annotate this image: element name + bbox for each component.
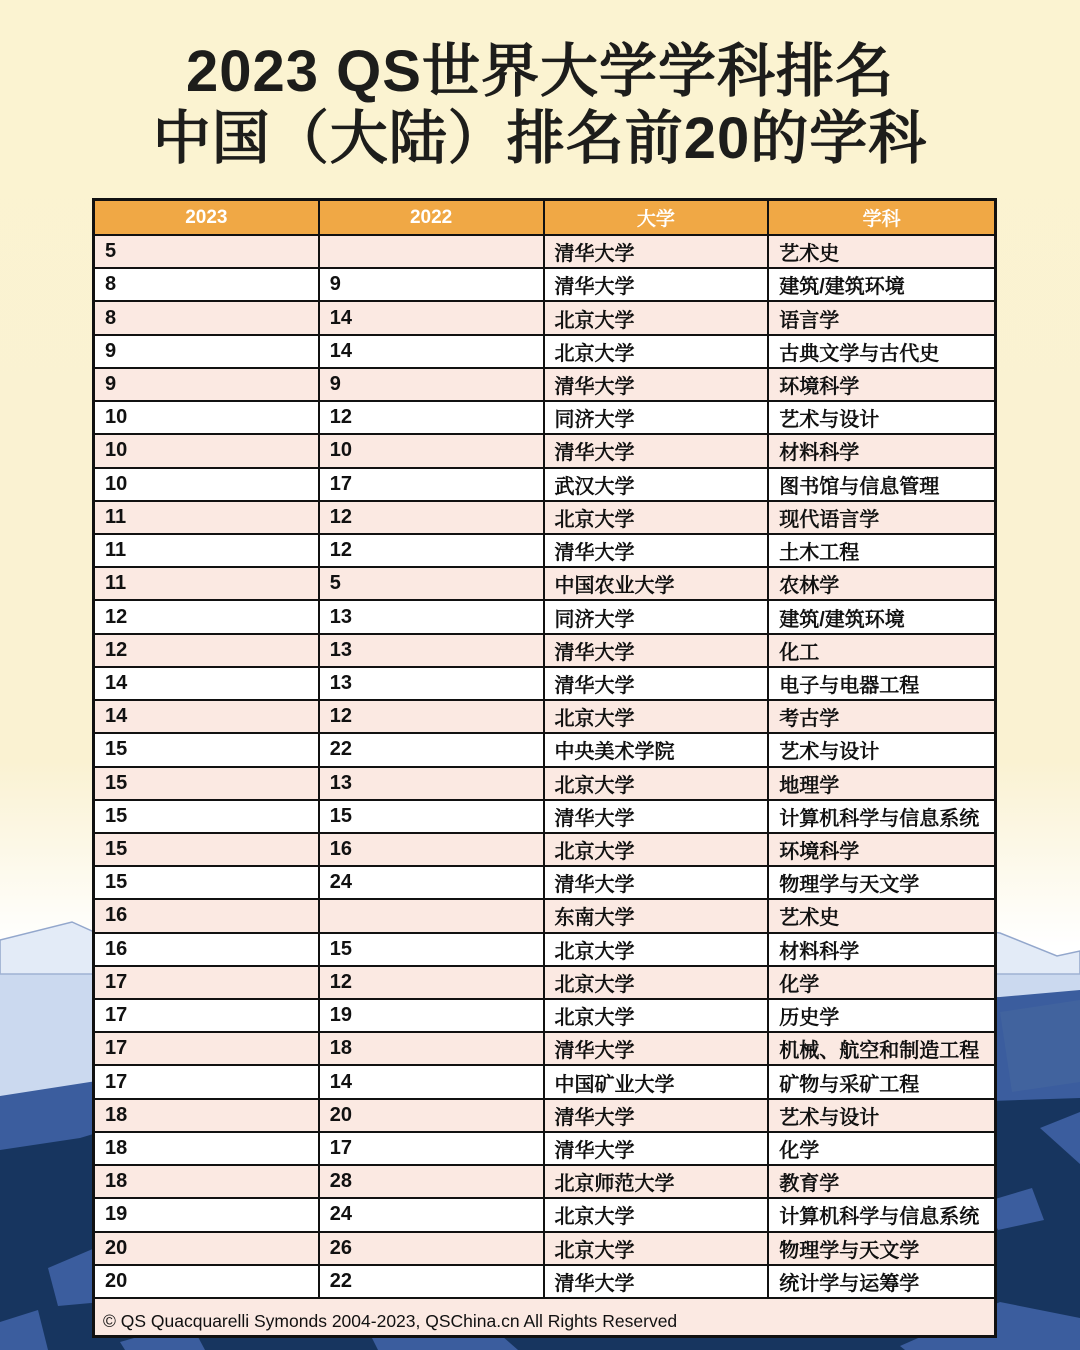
subject-cell: 教育学 — [779, 1173, 840, 1196]
table-row — [95, 300, 994, 333]
university-cell: 北京师范大学 — [545, 1166, 770, 1197]
rank-2023-cell: 8 — [95, 302, 320, 333]
rank-2023-cell: 16 — [95, 934, 320, 965]
rank-2022-cell: 9 — [320, 269, 545, 300]
rank-2022-cell: 12 — [320, 701, 545, 732]
subject-cell: 电子与电器工程 — [779, 674, 920, 697]
table-row — [95, 666, 994, 699]
rank-2023-cell: 18 — [95, 1166, 320, 1197]
subject-cell: 考古学 — [779, 708, 840, 731]
subject-cell: 历史学 — [779, 1007, 840, 1030]
rank-2023-cell: 10 — [95, 435, 320, 466]
university-cell: 同济大学 — [545, 601, 770, 632]
university-cell: 清华大学 — [545, 236, 770, 267]
rank-2022-cell: 14 — [320, 336, 545, 367]
rank-2023-cell: 15 — [95, 867, 320, 898]
page-title-line1: 2023 QS世界大学学科排名 — [186, 39, 894, 104]
subject-cell: 环境科学 — [779, 841, 860, 864]
subject-cell: 古典文学与古代史 — [779, 342, 940, 365]
rank-2022-cell: 14 — [320, 1066, 545, 1097]
table-row — [95, 433, 994, 466]
university-cell: 东南大学 — [545, 900, 770, 931]
subject-cell: 艺术与设计 — [779, 1106, 880, 1129]
rank-2022-cell: 19 — [320, 1000, 545, 1031]
rank-2022-cell — [320, 236, 545, 267]
subject-cell: 艺术与设计 — [779, 741, 880, 764]
subject-cell: 化学 — [779, 1140, 820, 1163]
subject-cell: 农林学 — [779, 575, 840, 598]
rank-2023-cell: 12 — [95, 635, 320, 666]
table-row — [95, 1231, 994, 1264]
university-cell: 清华大学 — [545, 668, 770, 699]
table-row — [95, 367, 994, 400]
ranking-table — [92, 198, 997, 1338]
rank-2023-cell: 17 — [95, 1066, 320, 1097]
table-row — [95, 467, 994, 500]
university-cell: 北京大学 — [545, 1000, 770, 1031]
subject-cell: 计算机科学与信息系统 — [779, 1206, 980, 1229]
rank-2023-cell: 9 — [95, 336, 320, 367]
table-row — [95, 799, 994, 832]
table-row — [95, 1031, 994, 1064]
rank-2023-cell: 15 — [95, 734, 320, 765]
subject-cell: 语言学 — [779, 309, 840, 332]
table-body — [95, 234, 994, 1297]
table-row — [95, 400, 994, 433]
table-row — [95, 965, 994, 998]
rank-2023-cell: 15 — [95, 834, 320, 865]
rank-2023-cell: 20 — [95, 1233, 320, 1264]
table-header-row — [95, 201, 994, 234]
university-cell: 清华大学 — [545, 1100, 770, 1131]
table-row — [95, 267, 994, 300]
table-row — [95, 766, 994, 799]
university-cell: 清华大学 — [545, 867, 770, 898]
university-cell: 清华大学 — [545, 269, 770, 300]
rank-2022-cell: 24 — [320, 867, 545, 898]
table-row — [95, 932, 994, 965]
subject-cell: 材料科学 — [779, 442, 860, 465]
rank-2022-cell — [320, 900, 545, 931]
rank-2023-cell: 19 — [95, 1199, 320, 1230]
table-row — [95, 234, 994, 267]
subject-cell: 艺术史 — [779, 907, 840, 930]
table-row — [95, 500, 994, 533]
table-row — [95, 334, 994, 367]
rank-2022-cell: 12 — [320, 535, 545, 566]
mid-mountain-highlight — [1000, 1000, 1080, 1092]
subject-cell: 建筑/建筑环境 — [779, 276, 905, 299]
university-cell: 清华大学 — [545, 801, 770, 832]
university-cell: 清华大学 — [545, 1266, 770, 1297]
rank-2022-cell: 26 — [320, 1233, 545, 1264]
subject-cell: 现代语言学 — [779, 508, 880, 531]
table-row — [95, 566, 994, 599]
subject-cell: 土木工程 — [779, 542, 860, 565]
university-cell: 中央美术学院 — [545, 734, 770, 765]
rank-2022-cell: 15 — [320, 934, 545, 965]
rank-2022-cell: 5 — [320, 568, 545, 599]
table-row — [95, 1098, 994, 1131]
rank-2023-cell: 11 — [95, 568, 320, 599]
subject-cell: 机械、航空和制造工程 — [779, 1040, 980, 1063]
column-header-subject: 学科 — [862, 209, 901, 230]
subject-cell: 物理学与天文学 — [779, 1239, 920, 1262]
table-row — [95, 1264, 994, 1297]
subject-cell: 物理学与天文学 — [779, 874, 920, 897]
page-title-line2: 中国（大陆）排名前20的学科 — [152, 106, 928, 171]
university-cell: 同济大学 — [545, 402, 770, 433]
rank-2023-cell: 12 — [95, 601, 320, 632]
rank-2022-cell: 13 — [320, 768, 545, 799]
rank-2023-cell: 15 — [95, 768, 320, 799]
table-row — [95, 1197, 994, 1230]
rank-2022-cell: 28 — [320, 1166, 545, 1197]
university-cell: 北京大学 — [545, 701, 770, 732]
table-row — [95, 699, 994, 732]
university-cell: 清华大学 — [545, 535, 770, 566]
university-cell: 北京大学 — [545, 1199, 770, 1230]
table-row — [95, 633, 994, 666]
subject-cell: 化工 — [779, 641, 820, 664]
rank-2022-cell: 22 — [320, 734, 545, 765]
university-cell: 中国矿业大学 — [545, 1066, 770, 1097]
rank-2022-cell: 20 — [320, 1100, 545, 1131]
university-cell: 武汉大学 — [545, 469, 770, 500]
rank-2022-cell: 13 — [320, 635, 545, 666]
university-cell: 北京大学 — [545, 834, 770, 865]
rank-2023-cell: 20 — [95, 1266, 320, 1297]
rank-2023-cell: 5 — [95, 236, 320, 267]
university-cell: 清华大学 — [545, 1033, 770, 1064]
column-header-university: 大学 — [545, 201, 770, 234]
subject-cell: 艺术与设计 — [779, 409, 880, 432]
university-cell: 清华大学 — [545, 435, 770, 466]
rank-2022-cell: 12 — [320, 967, 545, 998]
rank-2023-cell: 17 — [95, 1033, 320, 1064]
table-row — [95, 599, 994, 632]
rank-2022-cell: 15 — [320, 801, 545, 832]
rank-2022-cell: 17 — [320, 1133, 545, 1164]
rank-2023-cell: 11 — [95, 502, 320, 533]
subject-cell: 计算机科学与信息系统 — [779, 807, 980, 830]
subject-cell: 地理学 — [779, 774, 840, 797]
rank-2023-cell: 16 — [95, 900, 320, 931]
rank-2023-cell: 10 — [95, 469, 320, 500]
university-cell: 北京大学 — [545, 768, 770, 799]
page-title — [0, 38, 1080, 172]
rank-2023-cell: 14 — [95, 668, 320, 699]
table-footer-row — [95, 1297, 994, 1335]
rank-2022-cell: 24 — [320, 1199, 545, 1230]
rank-2023-cell: 14 — [95, 701, 320, 732]
table-row — [95, 1064, 994, 1097]
university-cell: 中国农业大学 — [545, 568, 770, 599]
table-row — [95, 1164, 994, 1197]
subject-cell: 化学 — [779, 973, 820, 996]
university-cell: 北京大学 — [545, 1233, 770, 1264]
copyright-text: © QS Quacquarelli Symonds 2004-2023, QSChina.cn All Rights Reserved — [103, 1311, 678, 1331]
rank-2023-cell: 8 — [95, 269, 320, 300]
subject-cell: 图书馆与信息管理 — [779, 475, 940, 498]
rank-2022-cell: 12 — [320, 502, 545, 533]
university-cell: 清华大学 — [545, 1133, 770, 1164]
rank-2022-cell: 14 — [320, 302, 545, 333]
column-header-2022: 2022 — [320, 201, 545, 234]
rank-2022-cell: 13 — [320, 668, 545, 699]
table-row — [95, 832, 994, 865]
university-cell: 北京大学 — [545, 502, 770, 533]
table-row — [95, 998, 994, 1031]
rank-2023-cell: 18 — [95, 1100, 320, 1131]
university-cell: 北京大学 — [545, 336, 770, 367]
rank-2022-cell: 22 — [320, 1266, 545, 1297]
table-row — [95, 1131, 994, 1164]
university-cell: 北京大学 — [545, 967, 770, 998]
table-row — [95, 732, 994, 765]
subject-cell: 建筑/建筑环境 — [779, 608, 905, 631]
subject-cell: 艺术史 — [779, 243, 840, 266]
subject-cell: 矿物与采矿工程 — [779, 1073, 920, 1096]
subject-cell: 统计学与运筹学 — [779, 1272, 920, 1295]
rank-2023-cell: 9 — [95, 369, 320, 400]
rank-2023-cell: 10 — [95, 402, 320, 433]
rank-2022-cell: 10 — [320, 435, 545, 466]
rank-2022-cell: 13 — [320, 601, 545, 632]
university-cell: 清华大学 — [545, 635, 770, 666]
rank-2022-cell: 17 — [320, 469, 545, 500]
rank-2023-cell: 18 — [95, 1133, 320, 1164]
rank-2022-cell: 18 — [320, 1033, 545, 1064]
table-row — [95, 898, 994, 931]
rank-2023-cell: 17 — [95, 1000, 320, 1031]
rank-2023-cell: 15 — [95, 801, 320, 832]
table-row — [95, 865, 994, 898]
university-cell: 清华大学 — [545, 369, 770, 400]
subject-cell: 材料科学 — [779, 940, 860, 963]
column-header-2023: 2023 — [95, 201, 320, 234]
university-cell: 北京大学 — [545, 934, 770, 965]
university-cell: 北京大学 — [545, 302, 770, 333]
rank-2022-cell: 12 — [320, 402, 545, 433]
rank-2023-cell: 11 — [95, 535, 320, 566]
rank-2023-cell: 17 — [95, 967, 320, 998]
table-row — [95, 533, 994, 566]
rank-2022-cell: 16 — [320, 834, 545, 865]
rank-2022-cell: 9 — [320, 369, 545, 400]
subject-cell: 环境科学 — [779, 375, 860, 398]
